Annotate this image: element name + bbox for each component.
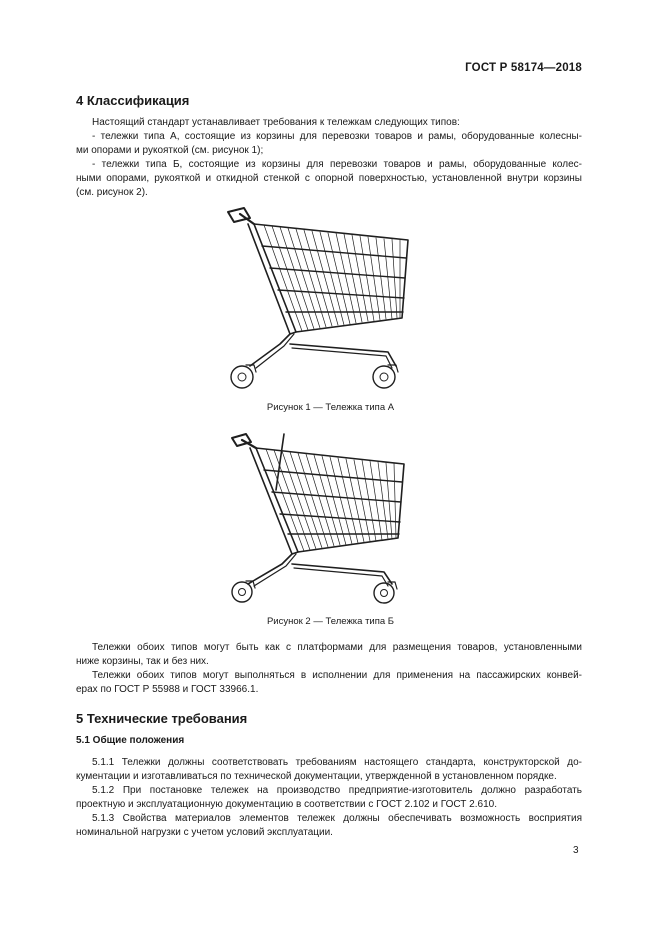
paragraph-line: (см. рисунок 2).: [76, 187, 148, 198]
paragraph-line: проектную и эксплуатационную документацию в соответствии с ГОСТ 2.102 и ГОСТ 2.610.: [76, 799, 497, 810]
paragraph-line: 5.1.1 Тележки должны соответствовать требованиям настоящего стандарта, конструкторской до-: [92, 757, 582, 768]
section-4-body: [76, 116, 582, 200]
paragraph-line: 5.1.2 При постановке тележек на производство предприятие-изготовитель должно разработать: [92, 785, 582, 796]
paragraph-line: - тележки типа А, состоящие из корзины для перевозки товаров и рамы, оборудованные колесны-: [92, 131, 582, 142]
paragraph-line: кументации и изготавливаться по технической документации, утвержденной в установленном порядке.: [76, 771, 557, 782]
figure-2-caption: Рисунок 2 — Тележка типа Б: [266, 616, 395, 627]
figure-2-cart-type-b: [220, 430, 420, 610]
document-id: ГОСТ Р 58174—2018: [465, 62, 582, 74]
paragraph-line: 5.1.3 Свойства материалов элементов тележек должны обеспечивать возможность восприятия: [92, 813, 582, 824]
paragraph-line: номинальной нагрузки с учетом условий эксплуатации.: [76, 827, 333, 838]
section-4-title: 4 Классификация: [76, 93, 190, 108]
section-5-title: 5 Технические требования: [76, 711, 248, 726]
subsection-5-1-title: 5.1 Общие положения: [76, 735, 185, 746]
section-5-body: [76, 756, 582, 840]
paragraph-line: ми опорами и рукояткой (см. рисунок 1);: [76, 145, 264, 156]
paragraph-line: ерах по ГОСТ Р 55988 и ГОСТ 33966.1.: [76, 684, 259, 695]
paragraph-line: - тележки типа Б, состоящие из корзины для перевозки товаров и рамы, оборудованные колес-: [92, 159, 582, 170]
paragraph-line: ниже корзины, так и без них.: [76, 656, 209, 667]
paragraph-line: Настоящий стандарт устанавливает требования к тележкам следующих типов:: [92, 117, 460, 128]
paragraph-line: ными опорами, рукояткой и откидной стенкой с опорной поверхностью, установленной внутри корзины: [76, 173, 582, 184]
paragraph-line: Тележки обоих типов могут быть как с платформами для размещения товаров, установленными: [92, 642, 582, 653]
page-number: 3: [573, 845, 579, 856]
paragraph-line: Тележки обоих типов могут выполняться в исполнении для применения на пассажирских конвей-: [92, 670, 582, 681]
types-notes: [76, 641, 582, 697]
figure-1-cart-type-a: [210, 200, 420, 395]
figure-1-caption: Рисунок 1 — Тележка типа А: [266, 402, 395, 413]
